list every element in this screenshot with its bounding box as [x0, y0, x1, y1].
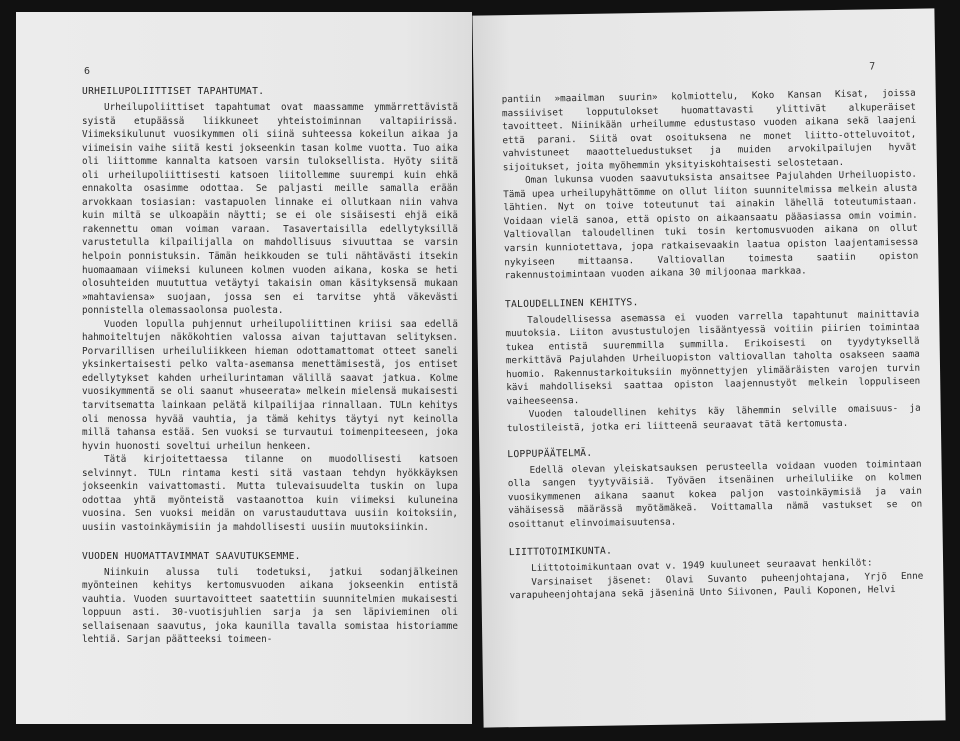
page-number: 7	[869, 61, 876, 73]
paragraph: Vuoden taloudellinen kehitys käy lähemmin selville omaisuus- ja tulostileistä, jotka eri liitteenä seuraavat tätä kertomusta.	[506, 403, 921, 435]
right-page	[472, 8, 945, 727]
paragraph: Edellä olevan yleiskatsauksen perusteella voidaan vuoden toimintaan olla sangen tyytyväisiä. Työväen itsenäinen urheiluliike on kolmen vuosikymmenen aikana saanut kokea paljon vastoinkäymisiä ja vain vähäisessä määrässä myötämäkeä. Voittamalla nämä vastukset se on osoittanut elinvoimaisuutensa.	[507, 458, 923, 530]
paragraph: Taloudellisessa asemassa ei vuoden varrella tapahtunut mainittavia muutoksia. Liiton avustustulojen lisääntyessä voitiin piirien toimintaa tukea entistä suuremmilla summilla. Erikoisesti on tyydytyksellä merkittävä Pajulahden Urheiluopiston valtiovallan taholta osakseen saama huomio. Rakennustarkoituksiin myönnettyjen ylimääräisten varojen turvin kävi mahdolliseksi saattaa opiston laajennustyöt melkein loppuliseen vaiheeseensa.	[505, 308, 921, 408]
paragraph: Oman lukunsa vuoden saavutuksista ansaitsee Pajulahden Urheiluopisto. Tämä upea urheilupyhättömme on ollut liiton suunnitelmissa melkein alusta lähtien. Nyt on toive toteutunut tai ainakin lähellä toteutumistaan. Voidaan vielä sanoa, että opisto on aikaansaatu pääasiassa omin voimin. Valtiovallan taloudellinen tuki tosin kertomusvuoden aikana on ollut varsin kunniotettava, jopa ratkaisevaakin laatua opiston laajentamisessa nykyiseen mittaansa. Valtiovallan toimesta saatiin opiston rakennustoimintaan vuoden aikana 30 miljoonaa markkaa.	[503, 168, 919, 282]
paragraph: Niinkuin alussa tuli todetuksi, jatkui sodanjälkeinen myönteinen kehitys kertomusvuoden aikana jokseenkin entistä vauhtia. Vuoden suurtavoitteet saatettiin suunnitelmien mukaisesti loppuun asti. 30-vuotisjuhlien sarja ja sen läpivieminen oli sellaisenaan saavutus, joka kaunilla tavalla somistaa historiamme lehtiä. Sarjan päätteeksi toimeen-	[82, 566, 458, 646]
paragraph: pantiin »maailman suurin» kolmiottelu, Koko Kansan Kisat, joissa massiiviset lopputulokset huomattavasti ylittivät alkuperäiset tavoitteet. Niinikään urheilumme edustustaso vuoden aikana sekä laajeni että parani. Siitä ovat osoituksena ne monet liitto-otteluvoitot, vahvistuneet maaotteluedustukset ja muiden arvokilpailujen hyvät sijoitukset, joita myöhemmin yksityiskohtaisesti selostetaan.	[501, 87, 917, 173]
paragraph: Varsinaiset jäsenet: Olavi Suvanto puheenjohtajana, Yrjö Enne varapuheenjohtajana sekä jäseninä Unto Siivonen, Pauli Koponen, Helvi	[509, 570, 924, 602]
paragraph: Urheilupoliittiset tapahtumat ovat maassamme ymmärrettävistä syistä etupäässä liikkuneet yhteistoiminnan valtapiirissä. Viimeksikulunut vuosikymmen oli siinä suhteessa kokeilun aikaa ja viimeisin vaihe siitä kesti jokseenkin tasan kolme vuotta. Tuo aika oli liittomme kannalta katsoen varsin tuloksellista. Hyöty siitä oli urheilupoliittisesti katsoen liitollemme suurempi kuin ehkä ennakolta osasimme odottaa. Se paljasti meille samalla erään arvokkaan tosiasian: vastapuolen linnake ei ollutkaan niin vahva kuin miltä se ulkoapäin näytti; se ei ole sisäisesti ehjä eikä rakennettu oman voiman varaan. Tasavertaisilla edellytyksillä varustetulla kilpailijalla on mahdollisuus sivuuttaa se varsin helpoin ponnistuksin. Tämän heikkouden se tuli nähtävästi itsekin huomaamaan viimeksi kuluneen kolmen vuoden aikana, koska se heti olosuhteiden muututtua vetäytyi takaisin oman käsityksensä mukaan »mahtaviensa» suojaan, jossa sen ei tarvitse yhtä väkevästi ponnistella olemassaolonsa puolesta.	[82, 102, 458, 317]
paragraph: Tätä kirjoitettaessa tilanne on muodollisesti katsoen selvinnyt. TULn rintama kesti sitä vastaan tehdyn hyökkäyksen jokseenkin vaivattomasti. Mutta tulevaisuudelta tuskin on lupa odottaa yhtä myönteistä vastaanottoa kuin viimeksi kuluneina vuosina. Sen vuoksi meidän on varustauduttava uusiin koitoksiin, uusiin vastoinkäymisiin ja mahdollisesti uusiin muutoksiinkin.	[82, 454, 458, 533]
section-title: VUODEN HUOMATTAVIMMAT SAAVUTUKSEMME.	[82, 550, 301, 562]
page-number: 6	[84, 66, 91, 77]
page-content	[502, 87, 924, 603]
section-title: URHEILUPOLIITTISET TAPAHTUMAT.	[82, 86, 265, 97]
paragraph: Vuoden lopulla puhjennut urheilupoliittinen kriisi saa edellä hahmoiteltujen näkökohtien valossa aivan tajuttavan selityksen. Porvarillisen urheiluliikkeen hieman odottamattomat otteet saneli yksinkertaisesti pelko valta-asemansa menettämisestä, jos entiset edellytykset kahden urheilurintaman välillä saavat jatkua. Kolme vuosikymmentä se oli saanut »huseerata» melkein mielensä mukaisesti tarvitsematta lainkaan pelätä kilpailijaa rinnallaan. TULn kehitys oli menossa hyvää vauhtia, ja tämä kehitys täytyi nyt keinolla millä tahansa estää. Sen vuoksi se turvautui toimenpiteeseen, joka hyvin huonosti soveltui urheilun henkeen.	[82, 318, 458, 452]
section-title: LIITTOTOIMIKUNTA.	[508, 545, 613, 559]
left-page	[16, 12, 472, 724]
page-content	[82, 84, 458, 647]
section-title: LOPPUPÄÄTELMÄ.	[507, 447, 593, 460]
paragraph: Liittotoimikuntaan ovat v. 1949 kuuluneet seuraavat henkilöt:	[531, 557, 873, 575]
section-title: TALOUDELLINEN KEHITYS.	[504, 296, 639, 310]
